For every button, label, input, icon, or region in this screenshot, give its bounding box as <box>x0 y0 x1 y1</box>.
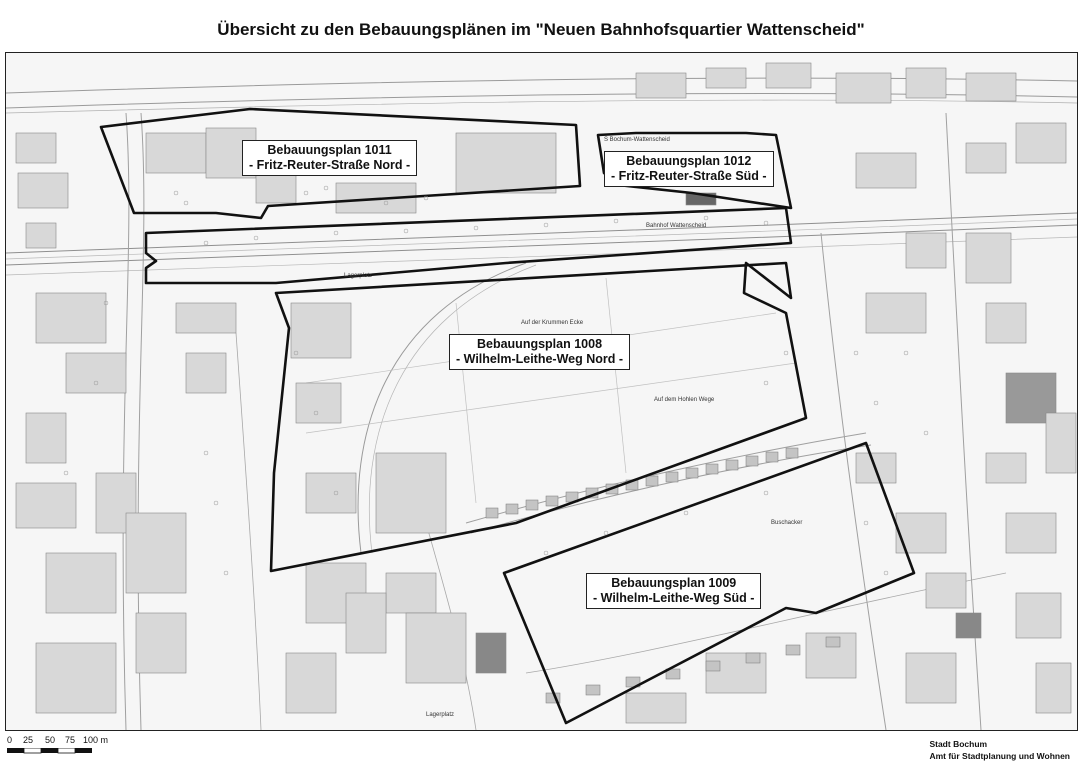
label-lagerplatz-top: Lagerplatz <box>344 273 373 279</box>
scale-tick: 100 m <box>83 735 109 745</box>
scale-tick: 75 <box>65 735 76 745</box>
plan-subtitle: - Fritz-Reuter-Straße Nord - <box>249 158 411 172</box>
label-lagerplatz-bottom: Lagerplatz <box>426 712 455 718</box>
plan-label-1012[interactable] <box>604 151 774 187</box>
plan-title: Bebauungsplan 1011 <box>267 143 392 157</box>
plan-subtitle: - Fritz-Reuter-Straße Süd - <box>611 169 767 183</box>
label-bahnhof: Bahnhof Wattenscheid <box>646 223 707 229</box>
scale-bar <box>7 735 117 761</box>
scale-bar-graphic <box>7 748 107 754</box>
plan-title: Bebauungsplan 1009 <box>611 576 737 590</box>
plan-subtitle: - Wilhelm-Leithe-Weg Süd - <box>593 591 755 605</box>
plan-subtitle: - Wilhelm-Leithe-Weg Nord - <box>456 352 624 366</box>
label-hohlen-wege: Auf dem Hohlen Wege <box>654 397 715 403</box>
plan-label-1011[interactable] <box>242 140 417 176</box>
scale-tick: 50 <box>45 735 56 745</box>
scale-tick: 0 <box>7 735 13 745</box>
plan-title: Bebauungsplan 1012 <box>626 154 752 168</box>
credit-city: Stadt Bochum <box>929 739 988 749</box>
base-map <box>6 53 1077 730</box>
map-title: Übersicht zu den Bebauungsplänen im "Neuen Bahnhofsquartier Wattenscheid" <box>217 20 865 39</box>
plan-title: Bebauungsplan 1008 <box>476 337 603 351</box>
label-buschacker: Buschacker <box>771 520 803 526</box>
map-area[interactable] <box>5 52 1078 731</box>
credit-office: Amt für Stadtplanung und Wohnen <box>929 751 1070 761</box>
scale-tick: 25 <box>23 735 34 745</box>
label-bochum-wattenscheid: S Bochum-Wattenscheid <box>604 137 670 143</box>
credits <box>929 738 1070 762</box>
plan-label-1008[interactable] <box>449 334 630 370</box>
plan-label-1009[interactable] <box>586 573 761 609</box>
label-krummen-ecke: Auf der Krummen Ecke <box>521 320 584 326</box>
